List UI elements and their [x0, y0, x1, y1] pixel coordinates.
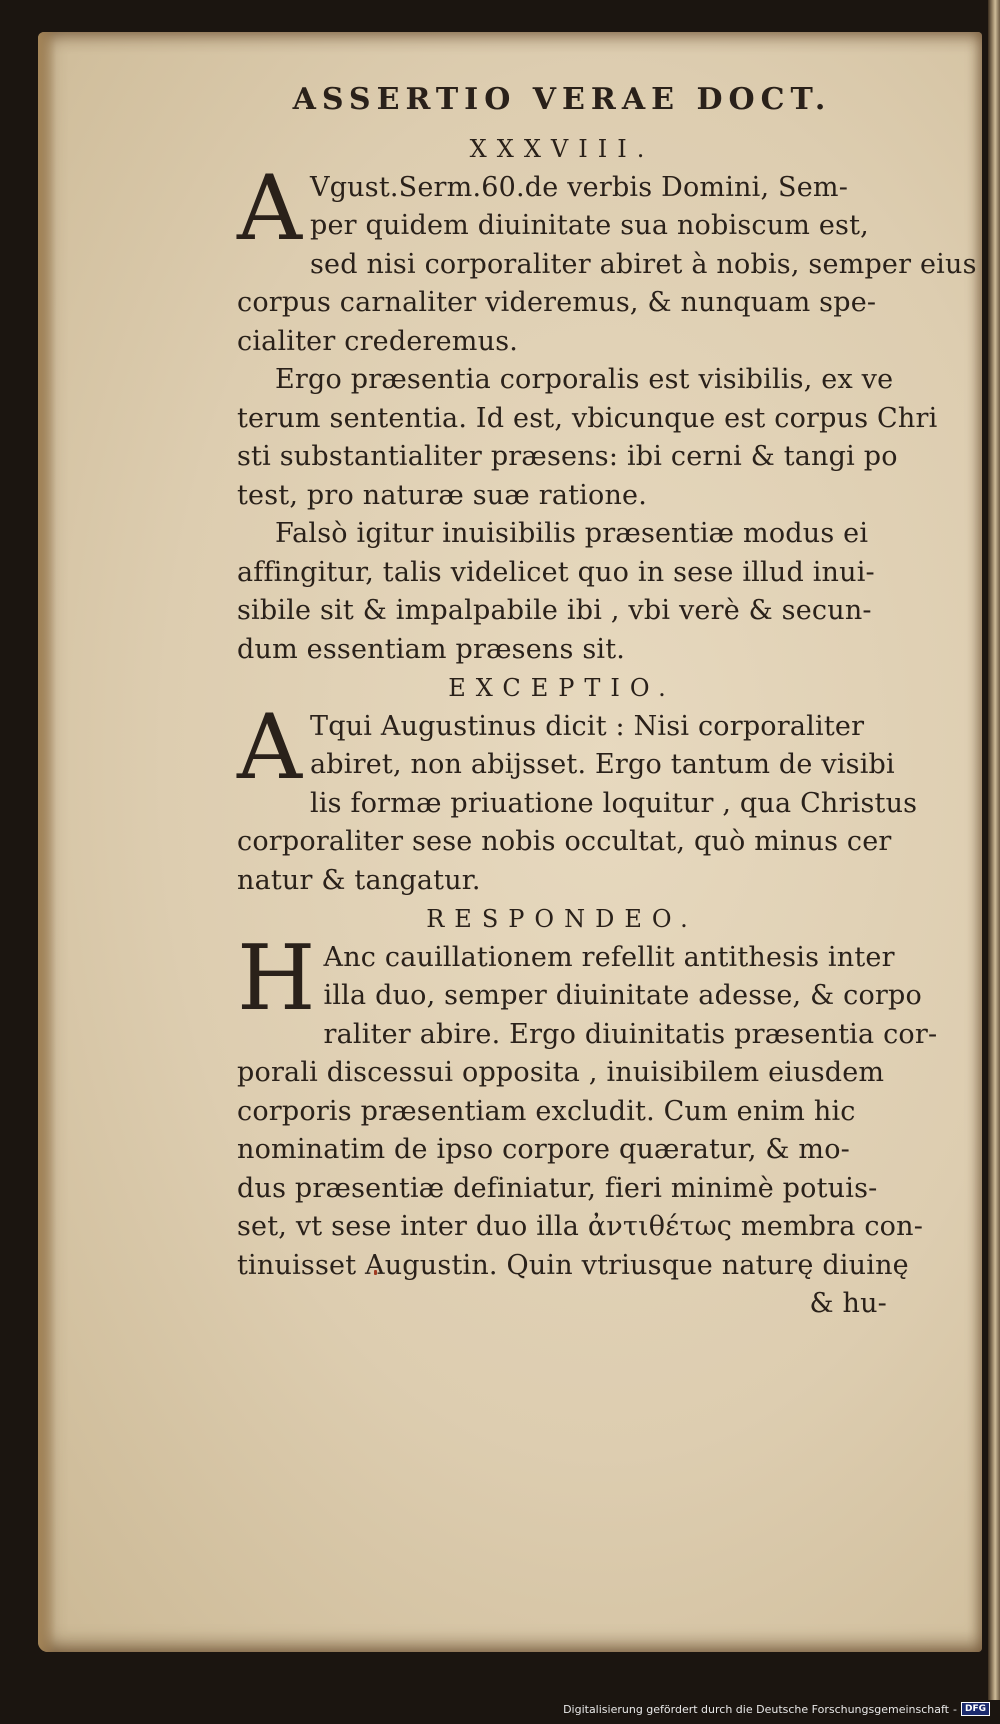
digitization-footer: Digitalisierung gefördert durch die Deutsche Forschungsgemeinschaft - DFG — [563, 1702, 990, 1716]
text-line: test, pro naturæ suæ ratione. — [237, 479, 648, 511]
section-exceptio — [237, 669, 918, 900]
text-line: Tqui Augustinus dicit : Nisi corporaliter — [310, 710, 865, 742]
drop-cap: H — [237, 925, 316, 1031]
text-line: cialiter crederemus. — [237, 325, 519, 357]
text-line: natur & tangatur. — [237, 864, 481, 896]
paragraph — [237, 155, 977, 362]
text-line: dus præsentiæ definiatur, fieri minimè potuis- — [237, 1172, 878, 1204]
text-line: raliter abire. Ergo diuinitatis præsentia cor- — [323, 1018, 938, 1050]
text-line: Ergo præsentia corporalis est visibilis, ex ve — [275, 364, 894, 395]
text-line: lis formæ priuatione loquitur , qua Christus — [310, 787, 918, 819]
paragraph — [237, 925, 938, 1286]
section-respondeo — [237, 900, 938, 1285]
text-line: porali discessui opposita , inuisibilem eiusdem — [237, 1057, 885, 1088]
running-head: ASSERTIO VERAE DOCT. — [292, 82, 832, 117]
text-line: affingitur, talis videlicet quo in sese illud inui- — [237, 556, 875, 588]
text-line: illa duo, semper diuinitate adesse, & corpo — [323, 980, 922, 1011]
text-line: abiret, non abijsset. Ergo tantum de visibi — [310, 749, 895, 780]
page-edge — [988, 0, 1000, 1700]
text-line: nominatim de ipso corpore quæratur, & mo- — [237, 1134, 850, 1165]
text-line: terum sententia. Id est, vbicunque est corpus Chri — [237, 402, 938, 434]
binding-gutter — [38, 32, 56, 1652]
text-line: Falsò igitur inuisibilis præsentiæ modus ei — [275, 518, 869, 549]
text-line: set, vt sese inter duo illa ἀντιθέτως membra con- — [237, 1211, 924, 1242]
section-heading: EXCEPTIO. — [448, 674, 676, 702]
drop-cap: A — [237, 155, 302, 261]
text-line: sibile sit & impalpabile ibi , vbi verè & secun- — [237, 595, 872, 626]
text-line: corpus carnaliter videremus, & nunquam spe- — [237, 287, 877, 318]
dfg-logo-icon: DFG — [961, 1702, 990, 1716]
paragraph — [237, 361, 938, 515]
text-line: sed nisi corporaliter abiret à nobis, semper eius — [310, 248, 977, 280]
text-line: tinuisset Augustin. Quin vtriusque naturę diuinę — [237, 1249, 909, 1281]
text-line: per quidem diuinitate sua nobiscum est, — [310, 210, 869, 241]
section-xxxviii — [237, 130, 977, 669]
text-line: corporaliter sese nobis occultat, quò minus cer — [237, 826, 892, 857]
text-line: Vgust.Serm.60.de verbis Domini, Sem- — [310, 171, 849, 203]
paragraph — [237, 515, 887, 669]
text-block — [237, 70, 977, 1324]
paragraph — [237, 694, 918, 901]
text-line: sti substantialiter præsens: ibi cerni & tangi po — [237, 441, 898, 472]
funding-credit: Digitalisierung gefördert durch die Deutsche Forschungsgemeinschaft — [563, 1702, 949, 1716]
section-heading: RESPONDEO. — [426, 905, 698, 933]
drop-cap: A — [237, 694, 302, 800]
text-line: Anc cauillationem refellit antithesis inter — [323, 941, 895, 973]
catchword: & hu- — [809, 1288, 887, 1319]
text-line: dum essentiam præsens sit. — [237, 633, 626, 665]
section-heading: XXXVIII. — [469, 135, 655, 163]
text-line: corporis præsentiam excludit. Cum enim hic — [237, 1095, 856, 1127]
